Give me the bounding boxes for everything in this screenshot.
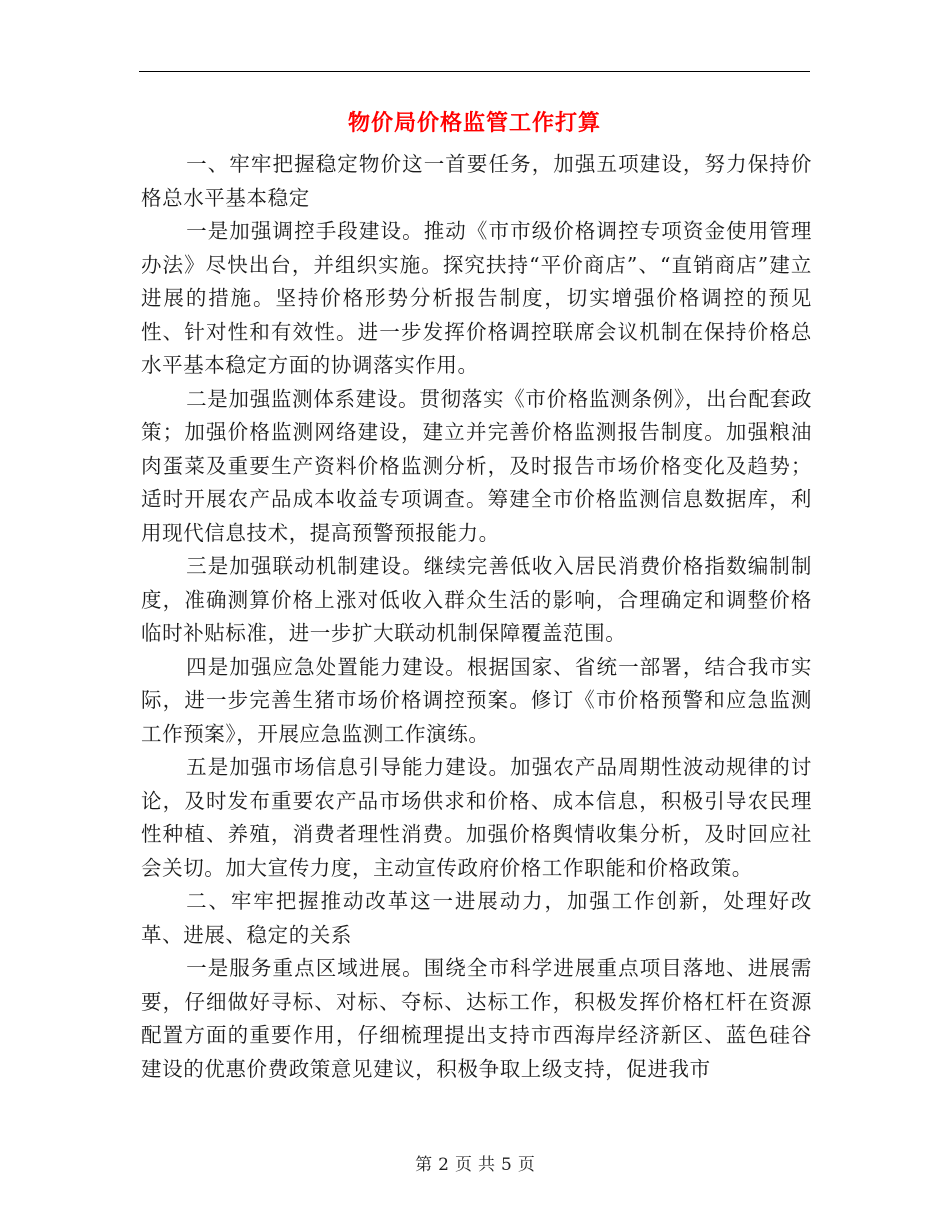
footer-label-ye: 页 (455, 1155, 472, 1175)
paragraph-key-regions: 一是服务重点区域进展。围绕全市科学进展重点项目落地、进展需要，仔细做好寻标、对标、夺标、达标工作，积极发挥价格杠杆在资源配置方面的重要作用，仔细梳理提出支持市西海岸经济新区、蓝色硅谷建设的优惠价费政策意见建议，积极争取上级支持，促进我市 (141, 956, 812, 1081)
footer-label-page: 第 (415, 1155, 433, 1175)
paragraph-emergency-response: 四是加强应急处置能力建设。根据国家、省统一部署，结合我市实际，进一步完善生猪市场价格调控预案。修订《市价格预警和应急监测工作预案》，开展应急监测工作演练。 (141, 654, 812, 746)
footer-label-ye-end: 页 (517, 1155, 535, 1175)
footer-label-total: 共 (478, 1155, 495, 1175)
document-title: 物价局价格监管工作打算 (347, 110, 601, 136)
heading-section-2: 二、牢牢把握推动改革这一进展动力，加强工作创新，处理好改革、进展、稳定的关系 (141, 889, 812, 947)
paragraph-linkage-mechanism: 三是加强联动机制建设。继续完善低收入居民消费价格指数编制制度，准确测算价格上涨对低收入群众生活的影响，合理确定和调整价格临时补贴标准，进一步扩大联动机制保障覆盖范围。 (141, 554, 812, 645)
paragraph-regulation-means: 一是加强调控手段建设。推动《市市级价格调控专项资金使用管理办法》尽快出台，并组织实施。探究扶持“平价商店”、“直销商店”建立进展的措施。坚持价格形势分析报告制度，切实增强价格调控的预见性、针对性和有效性。进一步发挥价格调控联席会议机制在保持价格总水平基本稳定方面的协调落实作用。 (141, 219, 812, 377)
header-rule (139, 71, 810, 72)
footer-total-pages: 5 (501, 1155, 512, 1175)
footer-current-page: 2 (438, 1155, 449, 1175)
paragraph-monitoring-system: 二是加强监测体系建设。贯彻落实《市价格监测条例》，出台配套政策；加强价格监测网络建设，建立并完善价格监测报告制度。加强粮油肉蛋菜及重要生产资料价格监测分析，及时报告市场价格变化及趋势；适时开展农产品成本收益专项调查。筹建全市价格监测信息数据库，利用现代信息技术，提高预警预报能力。 (141, 386, 812, 545)
heading-section-1: 一、牢牢把握稳定物价这一首要任务，加强五项建设，努力保持价格总水平基本稳定 (141, 152, 812, 210)
page-footer (0, 1153, 950, 1177)
paragraph-market-information: 五是加强市场信息引导能力建设。加强农产品周期性波动规律的讨论，及时发布重要农产品市场供求和价格、成本信息，积极引导农民理性种植、养殖，消费者理性消费。加强价格舆情收集分析，及时回应社会关切。加大宣传力度，主动宣传政府价格工作职能和价格政策。 (141, 755, 812, 880)
document-body (141, 148, 812, 1086)
